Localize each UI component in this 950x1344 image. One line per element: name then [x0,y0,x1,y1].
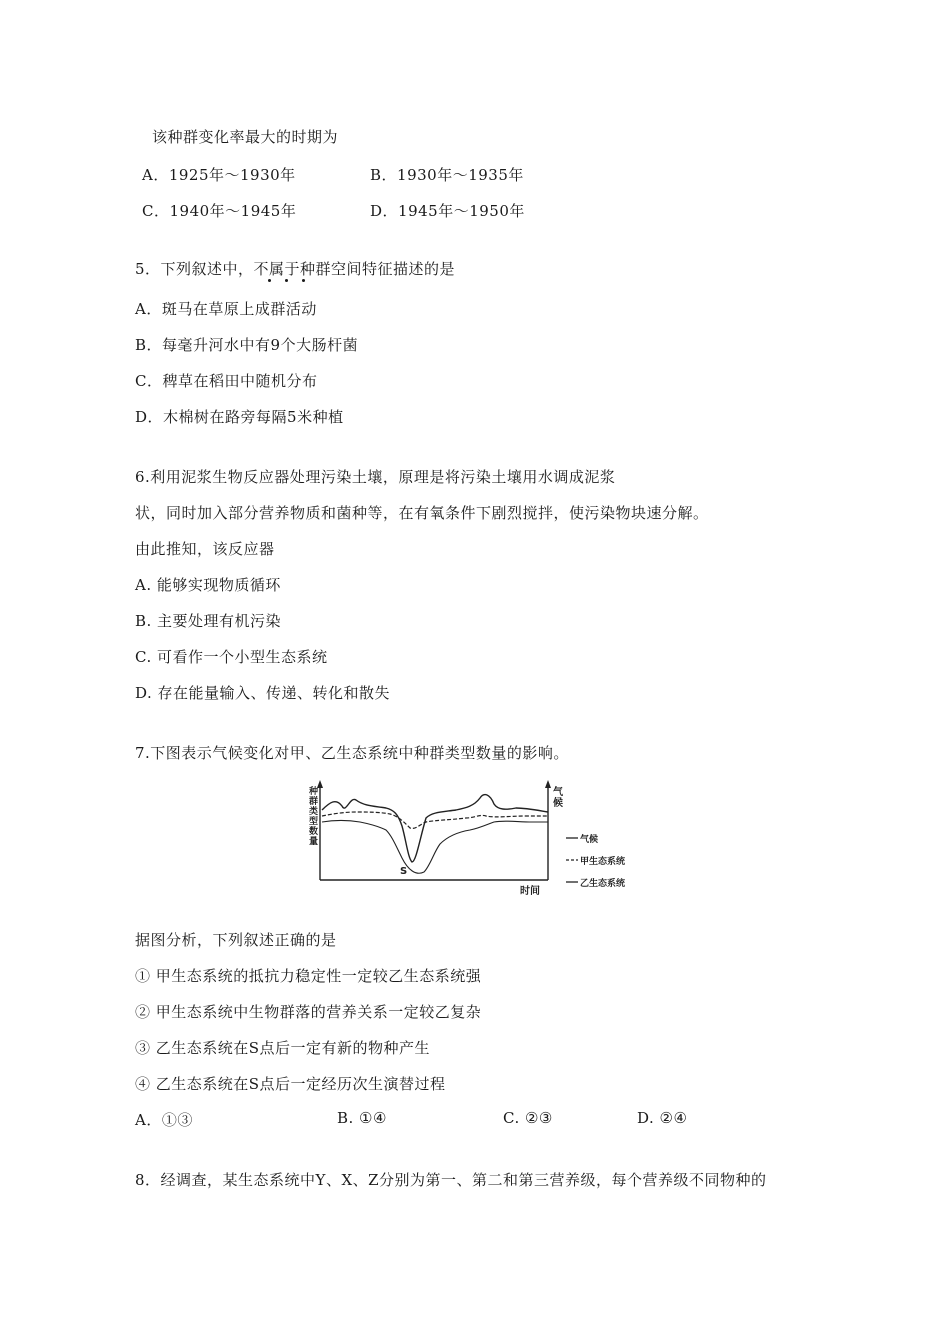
q6-stem-line-3: 由此推知，该反应器 [135,540,275,558]
y-axis-label-right: 气候 [550,786,562,808]
q7-statement-3: ③ 乙生态系统在S点后一定有新的物种产生 [135,1039,431,1057]
emphasis-dot [302,279,305,282]
climate-ecosystem-figure [300,778,660,906]
q6-option-d: D. 存在能量输入、传递、转化和散失 [135,684,391,702]
q5-option-d: D．木棉树在路旁每隔5米种植 [135,408,344,426]
legend-label-ecosystem-a: 甲生态系统 [580,857,626,867]
q4-option-b: B．1930年～1935年 [370,166,524,184]
x-axis-label: 时间 [520,886,540,897]
q7-stem: 7.下图表示气候变化对甲、乙生态系统中种群类型数量的影响。 [135,744,569,762]
q4-option-d: D．1945年～1950年 [370,202,525,220]
q7-lead: 据图分析，下列叙述正确的是 [135,931,337,949]
point-label-s: S [400,866,408,877]
q7-option-c: C. ②③ [503,1109,553,1127]
emphasis-dot [285,279,288,282]
y-arrow-left [317,780,323,788]
q5-option-c: C．稗草在稻田中随机分布 [135,372,318,390]
series-ecosystem-a [322,812,548,828]
q5-option-b: B．每毫升河水中有9个大肠杆菌 [135,336,359,354]
q6-option-c: C. 可看作一个小型生态系统 [135,648,328,666]
q5-option-a: A．斑马在草原上成群活动 [135,300,317,318]
q7-statement-1: ① 甲生态系统的抵抗力稳定性一定较乙生态系统强 [135,967,482,985]
q6-option-b: B. 主要处理有机污染 [135,612,282,630]
q6-stem-line-2: 状，同时加入部分营养物质和菌种等，在有氧条件下剧烈搅拌，使污染物块速分解。 [135,504,709,522]
legend-label-ecosystem-b: 乙生态系统 [580,879,626,889]
chart-legend [566,833,625,889]
q7-option-a: A．①③ [135,1111,193,1129]
q7-option-d: D. ②④ [637,1109,688,1127]
legend-label-climate: 气候 [580,835,599,845]
q4-option-a: A．1925年～1930年 [142,166,296,184]
q8-stem: 8．经调查，某生态系统中Y、X、Z分别为第一、第二和第三营养级，每个营养级不同物种的 [135,1171,767,1189]
q7-statement-2: ② 甲生态系统中生物群落的营养关系一定较乙复杂 [135,1003,482,1021]
q5-stem: 5．下列叙述中，不属于种群空间特征描述的是 [135,260,456,278]
q7-statement-4: ④ 乙生态系统在S点后一定经历次生演替过程 [135,1075,446,1093]
q6-stem-line-1: 6.利用泥浆生物反应器处理污染土壤，原理是将污染土壤用水调成泥浆 [135,468,616,486]
q7-option-b: B. ①④ [337,1109,387,1127]
q4-stem: 该种群变化率最大的时期为 [152,128,339,146]
y-axis-label-left: 种群类型数量 [307,786,317,846]
q4-option-c: C．1940年～1945年 [142,202,297,220]
emphasis-dot [268,279,271,282]
series-ecosystem-b [322,821,548,874]
q6-option-a: A. 能够实现物质循环 [135,576,281,594]
